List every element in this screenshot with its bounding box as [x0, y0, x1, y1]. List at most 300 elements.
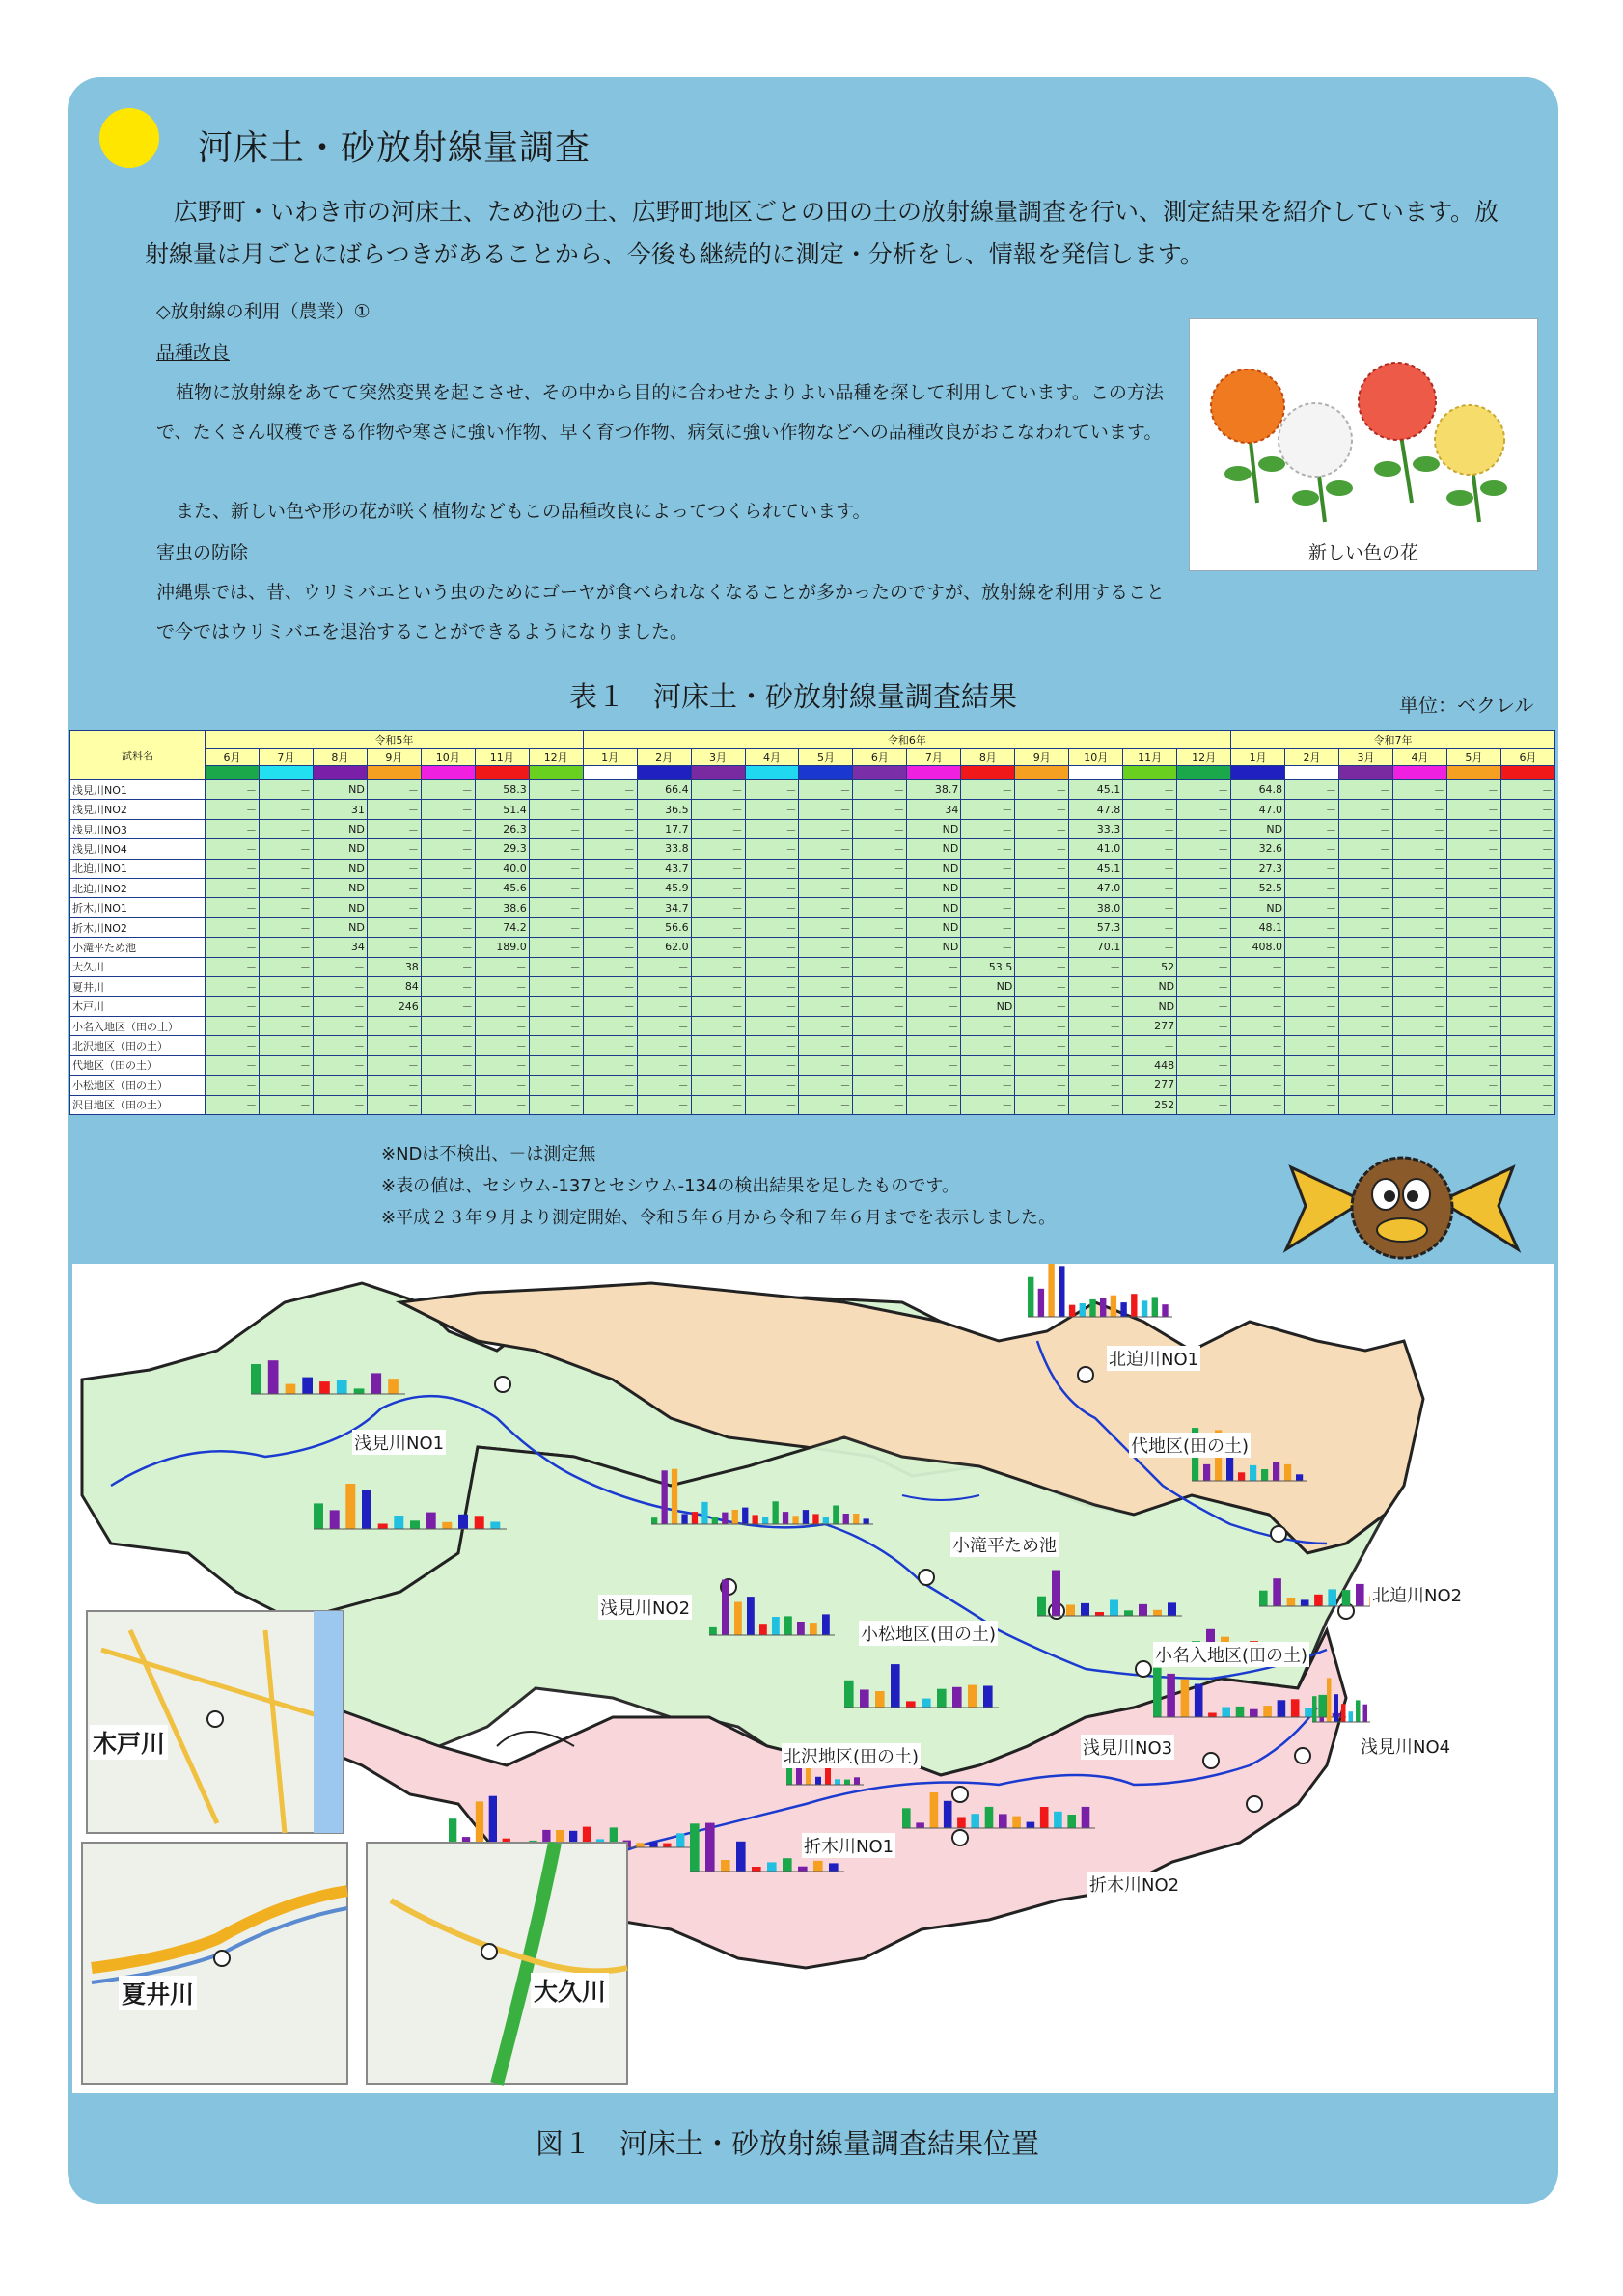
table-cell: －	[1123, 1036, 1177, 1055]
table-cell: －	[529, 938, 583, 957]
map-bar-mark	[476, 1801, 483, 1847]
table-cell: －	[367, 938, 421, 957]
table-cell: －	[961, 1036, 1015, 1055]
sample-name: 沢目地区（田の土）	[70, 1095, 206, 1115]
table-cell: －	[1231, 1076, 1285, 1095]
table-cell: －	[1231, 1036, 1285, 1055]
table-title: 表１ 河床土・砂放射線量調査結果	[569, 680, 1018, 713]
table-cell: －	[1339, 859, 1393, 878]
table-cell: 57.3	[1069, 917, 1123, 937]
table-cell: ND	[313, 879, 367, 898]
table-cell: －	[1177, 839, 1231, 859]
table-cell: －	[1177, 800, 1231, 819]
map-bar-mark	[1273, 1462, 1279, 1481]
table-cell: －	[259, 819, 313, 838]
table-cell: 56.6	[637, 917, 691, 937]
table-cell: －	[421, 977, 475, 997]
table-cell: －	[313, 1036, 367, 1055]
table-cell: －	[799, 780, 853, 800]
table-cell: 34	[907, 800, 961, 819]
table-cell: －	[1069, 997, 1123, 1016]
map-bar-mark	[1037, 1597, 1046, 1616]
table-cell: －	[745, 800, 799, 819]
map-bar-mark	[692, 1512, 698, 1524]
month-header: 12月	[1177, 749, 1231, 766]
table-cell: －	[745, 780, 799, 800]
table-cell: －	[1446, 1055, 1500, 1075]
table-row	[70, 780, 1555, 800]
table-cell: －	[1392, 859, 1446, 878]
map-bar-mark	[1328, 1589, 1336, 1606]
table-cell: －	[691, 938, 745, 957]
map-bar-mark	[783, 1858, 792, 1872]
table-cell: －	[745, 1016, 799, 1035]
table-cell: －	[799, 1055, 853, 1075]
table-cell: －	[1285, 879, 1339, 898]
table-cell: －	[745, 1055, 799, 1075]
sample-name: 浅見川NO1	[70, 780, 206, 800]
table-cell: －	[907, 1016, 961, 1035]
table-cell: －	[206, 1055, 260, 1075]
table-cell: －	[1177, 1055, 1231, 1075]
table-row	[70, 839, 1555, 859]
table-cell: －	[529, 800, 583, 819]
table-cell: －	[1285, 839, 1339, 859]
map-bar-mark	[1052, 1571, 1060, 1617]
table-cell: －	[799, 1095, 853, 1115]
table-cell: －	[853, 819, 907, 838]
table-cell: －	[529, 780, 583, 800]
table-cell: －	[907, 1036, 961, 1055]
table-cell: －	[907, 957, 961, 976]
map-bar-mark	[1278, 1700, 1286, 1717]
month-header: 12月	[529, 749, 583, 766]
map-label-onairi: 小名入地区(田の土)	[1153, 1642, 1309, 1667]
table-cell: －	[529, 819, 583, 838]
table-cell: －	[1339, 780, 1393, 800]
table-cell: －	[853, 1016, 907, 1035]
table-cell: －	[961, 1076, 1015, 1095]
table-cell: －	[1177, 1076, 1231, 1095]
table-cell: －	[367, 879, 421, 898]
map-bar-mark	[968, 1685, 977, 1708]
table-cell: －	[1231, 977, 1285, 997]
table-cell: 29.3	[475, 839, 529, 859]
map-bar-mark	[1069, 1305, 1075, 1317]
map-bar-mark	[1028, 1277, 1033, 1317]
table-cell: －	[1339, 997, 1393, 1016]
table-cell: －	[1446, 1076, 1500, 1095]
table-cell: －	[475, 1016, 529, 1035]
map-bar-mark	[1054, 1812, 1062, 1828]
table-cell: －	[1446, 780, 1500, 800]
results-table	[69, 730, 1555, 1115]
month-color-swatch	[1231, 766, 1285, 780]
table-cell: －	[1015, 800, 1069, 819]
month-header: 7月	[259, 749, 313, 766]
table-cell: 33.3	[1069, 819, 1123, 838]
table-cell: 47.0	[1069, 879, 1123, 898]
table-cell: －	[367, 859, 421, 878]
table-cell: －	[1015, 898, 1069, 917]
table-cell: －	[1339, 917, 1393, 937]
table-cell: －	[475, 1076, 529, 1095]
table-cell: －	[1500, 1076, 1554, 1095]
month-color-swatch	[313, 766, 367, 780]
map-bar-mark	[663, 1844, 671, 1847]
map-bar-mark	[1082, 1807, 1090, 1828]
table-cell: －	[853, 957, 907, 976]
month-color-swatch	[637, 766, 691, 780]
table-cell: －	[1500, 800, 1554, 819]
map-bar-mark	[762, 1517, 768, 1524]
table-cell: －	[583, 917, 637, 937]
map-bar-mark	[1318, 1695, 1327, 1717]
table-cell: 36.5	[637, 800, 691, 819]
table-row	[70, 957, 1555, 976]
map-bar-mark	[1124, 1610, 1133, 1616]
table-cell: －	[1392, 898, 1446, 917]
map-bar-mark	[362, 1490, 371, 1529]
map-bar-mark	[922, 1699, 931, 1708]
table-cell: －	[1446, 938, 1500, 957]
table-cell: －	[637, 1076, 691, 1095]
table-cell: －	[1339, 957, 1393, 976]
map-bar-mark	[681, 1514, 687, 1524]
table-cell: －	[1123, 819, 1177, 838]
table-cell: －	[1446, 1016, 1500, 1035]
table-cell: －	[1285, 800, 1339, 819]
table-cell: －	[961, 1016, 1015, 1035]
page-title: 河床土・砂放射線量調査	[198, 128, 591, 168]
table-cell: －	[691, 1076, 745, 1095]
map-bar-mark	[676, 1833, 684, 1847]
map-label-orekigawa-no2: 折木川NO2	[1087, 1872, 1181, 1897]
table-cell: －	[637, 997, 691, 1016]
table-cell: －	[1446, 917, 1500, 937]
table-cell: －	[1015, 780, 1069, 800]
month-color-swatch	[745, 766, 799, 780]
table-cell: －	[745, 977, 799, 997]
month-header: 6月	[1500, 749, 1554, 766]
map-label-asamigawa-no1: 浅見川NO1	[352, 1430, 446, 1455]
table-cell: －	[421, 938, 475, 957]
table-cell: －	[421, 917, 475, 937]
table-cell: 246	[367, 997, 421, 1016]
map-bar-mark	[1067, 1815, 1076, 1828]
table-cell: －	[529, 898, 583, 917]
table-row	[70, 1016, 1555, 1035]
map-bar-mark	[952, 1687, 962, 1708]
table-notes	[381, 1138, 1056, 1234]
month-color-swatch	[206, 766, 260, 780]
table-cell: －	[259, 997, 313, 1016]
sample-name: 大久川	[70, 957, 206, 976]
table-cell: －	[259, 977, 313, 997]
table-cell: －	[1015, 819, 1069, 838]
table-cell: ND	[1231, 819, 1285, 838]
table-cell: －	[313, 977, 367, 997]
table-cell: －	[1285, 859, 1339, 878]
table-cell: －	[745, 938, 799, 957]
table-cell: －	[1339, 1036, 1393, 1055]
map-bar-mark	[690, 1823, 700, 1872]
table-cell: －	[1500, 917, 1554, 937]
table-cell: ND	[313, 780, 367, 800]
map-bar-mark	[736, 1842, 746, 1872]
table-cell: －	[206, 957, 260, 976]
table-cell: －	[1500, 957, 1554, 976]
table-cell: －	[259, 1036, 313, 1055]
breeding-paragraph-1: 植物に放射線をあてて突然変異を起こさせ、その中から目的に合わせたよりよい品種を探して利用しています。この方法で、たくさん収穫できる作物や寒さに強い作物、早く育つ作物、病気に強い作物などへの品種改良がおこなわれています。	[156, 382, 1164, 443]
table-cell: ND	[907, 938, 961, 957]
month-color-swatch	[1339, 766, 1393, 780]
month-header: 11月	[475, 749, 529, 766]
table-cell: －	[583, 938, 637, 957]
table-cell: －	[907, 997, 961, 1016]
table-cell: －	[1015, 938, 1069, 957]
table-cell: －	[961, 938, 1015, 957]
table-cell: －	[313, 1076, 367, 1095]
map-label-asamigawa-no4: 浅見川NO4	[1359, 1734, 1452, 1759]
sample-name: 折木川NO2	[70, 917, 206, 937]
month-header: 4月	[745, 749, 799, 766]
table-cell: －	[367, 780, 421, 800]
month-header: 8月	[313, 749, 367, 766]
table-cell: －	[1015, 1036, 1069, 1055]
map-bar-mark	[1066, 1605, 1075, 1617]
year-header: 令和5年	[206, 731, 584, 749]
table-cell: －	[961, 780, 1015, 800]
table-cell: 277	[1123, 1016, 1177, 1035]
table-cell: －	[1177, 898, 1231, 917]
map-bar-mark	[1040, 1807, 1049, 1828]
table-cell: 41.0	[1069, 839, 1123, 859]
table-cell: －	[367, 1095, 421, 1115]
table-cell: －	[1015, 1076, 1069, 1095]
map-bar-mark	[388, 1379, 399, 1394]
table-cell: －	[313, 957, 367, 976]
table-cell: －	[853, 1036, 907, 1055]
table-cell: －	[1285, 938, 1339, 957]
map-bar-mark	[1095, 1612, 1104, 1616]
table-cell: －	[961, 859, 1015, 878]
table-cell: 31	[313, 800, 367, 819]
map-bar-mark	[1305, 1708, 1313, 1717]
table-cell: －	[421, 839, 475, 859]
table-cell: 408.0	[1231, 938, 1285, 957]
table-cell: －	[206, 859, 260, 878]
month-header: 10月	[421, 749, 475, 766]
table-cell: －	[1392, 819, 1446, 838]
map-bar-mark	[1139, 1604, 1147, 1616]
table-cell: －	[1015, 1095, 1069, 1115]
map-bar-mark	[354, 1388, 365, 1394]
table-cell: －	[583, 1036, 637, 1055]
table-cell: －	[1285, 1076, 1339, 1095]
table-cell: －	[1339, 1095, 1393, 1115]
table-cell: －	[745, 1095, 799, 1115]
table-cell: －	[583, 800, 637, 819]
map-bar-mark	[1089, 1299, 1095, 1317]
table-cell: －	[367, 1016, 421, 1035]
sample-name: 折木川NO1	[70, 898, 206, 917]
map-bar-mark	[1314, 1595, 1323, 1606]
month-color-swatch	[367, 766, 421, 780]
map-bar-mark	[722, 1513, 728, 1524]
map-bar-mark	[1320, 1718, 1325, 1723]
map-bar-mark	[672, 1469, 677, 1524]
table-cell: －	[637, 977, 691, 997]
map-bar-mark	[1027, 1822, 1035, 1828]
table-cell: －	[529, 1076, 583, 1095]
month-header: 7月	[907, 749, 961, 766]
month-color-swatch	[853, 766, 907, 780]
month-header: 10月	[1069, 749, 1123, 766]
table-cell: －	[691, 780, 745, 800]
month-color-swatch	[1500, 766, 1554, 780]
table-cell: －	[1231, 1016, 1285, 1035]
table-cell: －	[259, 839, 313, 859]
table-cell: －	[853, 977, 907, 997]
sample-name: 夏井川	[70, 977, 206, 997]
table-cell: －	[961, 879, 1015, 898]
table-cell: －	[637, 1016, 691, 1035]
table-cell: －	[206, 839, 260, 859]
table-cell: －	[259, 898, 313, 917]
map-label-dai: 代地区(田の土)	[1129, 1433, 1251, 1458]
month-header: 8月	[961, 749, 1015, 766]
table-cell: －	[1446, 819, 1500, 838]
table-cell: －	[745, 859, 799, 878]
table-cell: －	[1177, 957, 1231, 976]
sample-name: 代地区（田の土）	[70, 1055, 206, 1075]
table-cell: －	[853, 997, 907, 1016]
table-cell: －	[799, 1036, 853, 1055]
table-cell: 45.1	[1069, 859, 1123, 878]
pest-title: 害虫の防除	[156, 542, 249, 563]
table-cell: 252	[1123, 1095, 1177, 1115]
year-header: 令和6年	[583, 731, 1230, 749]
table-cell: －	[961, 898, 1015, 917]
table-row	[70, 1055, 1555, 1075]
flower-illustration	[1189, 318, 1538, 571]
table-cell: －	[421, 819, 475, 838]
month-color-swatch	[1177, 766, 1231, 780]
table-cell: －	[1285, 977, 1339, 997]
table-cell: －	[583, 1016, 637, 1035]
table-cell: －	[853, 938, 907, 957]
table-cell: －	[1392, 1016, 1446, 1035]
table-cell: －	[1177, 938, 1231, 957]
table-cell: －	[367, 800, 421, 819]
table-cell: 84	[367, 977, 421, 997]
table-cell: －	[799, 997, 853, 1016]
table-cell: －	[583, 977, 637, 997]
map-bar-mark	[1131, 1294, 1137, 1317]
table-cell: 32.6	[1231, 839, 1285, 859]
map-bar-mark	[829, 1863, 839, 1872]
table-cell: －	[1500, 1016, 1554, 1035]
table-cell: －	[1339, 1016, 1393, 1035]
table-cell: －	[1231, 997, 1285, 1016]
table-cell: －	[799, 819, 853, 838]
map-bar-mark	[701, 1502, 707, 1524]
table-cell: 53.5	[961, 957, 1015, 976]
table-cell: ND	[313, 859, 367, 878]
table-cell: －	[1500, 898, 1554, 917]
table-cell: －	[1500, 938, 1554, 957]
table-cell: －	[1339, 839, 1393, 859]
map-bar-mark	[1296, 1474, 1303, 1481]
map-bar-mark	[1250, 1709, 1258, 1717]
map-label-kitazawa: 北沢地区(田の土)	[782, 1743, 921, 1768]
table-cell: －	[1285, 819, 1339, 838]
table-cell: －	[475, 997, 529, 1016]
table-cell: ND	[961, 997, 1015, 1016]
table-cell: －	[691, 859, 745, 878]
table-cell: －	[1285, 997, 1339, 1016]
table-cell: －	[853, 859, 907, 878]
breeding-title: 品種改良	[156, 342, 231, 364]
map-bar-mark	[1181, 1680, 1190, 1717]
map-bar-mark	[722, 1580, 729, 1636]
table-cell: －	[1446, 859, 1500, 878]
table-cell: －	[583, 839, 637, 859]
table-cell: －	[799, 839, 853, 859]
map-bar-mark	[813, 1861, 823, 1872]
table-cell: 33.8	[637, 839, 691, 859]
table-cell: －	[961, 819, 1015, 838]
month-header: 4月	[1392, 749, 1446, 766]
map-bar-mark	[1168, 1602, 1176, 1616]
table-cell: 38.7	[907, 780, 961, 800]
table-cell: －	[637, 1036, 691, 1055]
table-row	[70, 977, 1555, 997]
table-cell: －	[259, 1076, 313, 1095]
table-cell: －	[1123, 859, 1177, 878]
table-cell: －	[907, 1076, 961, 1095]
table-cell: 26.3	[475, 819, 529, 838]
table-cell: －	[367, 1055, 421, 1075]
map-bar-mark	[985, 1807, 994, 1828]
table-cell: －	[259, 917, 313, 937]
map-bar-mark	[797, 1622, 805, 1635]
map-bar-mark	[721, 1860, 730, 1872]
table-cell: －	[853, 1055, 907, 1075]
table-cell: －	[529, 1036, 583, 1055]
note-1: ※NDは不検出、－は測定無	[381, 1144, 596, 1164]
table-cell: 47.8	[1069, 800, 1123, 819]
table-cell: －	[1285, 1095, 1339, 1115]
table-cell: ND	[1123, 997, 1177, 1016]
table-cell: －	[745, 819, 799, 838]
table-cell: 40.0	[475, 859, 529, 878]
table-cell: 38	[367, 957, 421, 976]
breeding-paragraph-2: また、新しい色や形の花が咲く植物などもこの品種改良によってつくられています。	[176, 501, 871, 522]
map-bar-mark	[1222, 1708, 1230, 1718]
map-bar-mark	[843, 1514, 849, 1524]
month-header: 3月	[691, 749, 745, 766]
table-cell: －	[421, 957, 475, 976]
map-bar-mark	[1080, 1303, 1086, 1317]
map-bar-mark	[1273, 1578, 1281, 1606]
table-cell: －	[1069, 957, 1123, 976]
map-bar-mark	[772, 1617, 780, 1635]
map-bar-mark	[773, 1501, 779, 1524]
table-cell: －	[1446, 977, 1500, 997]
table-cell: 448	[1123, 1055, 1177, 1075]
